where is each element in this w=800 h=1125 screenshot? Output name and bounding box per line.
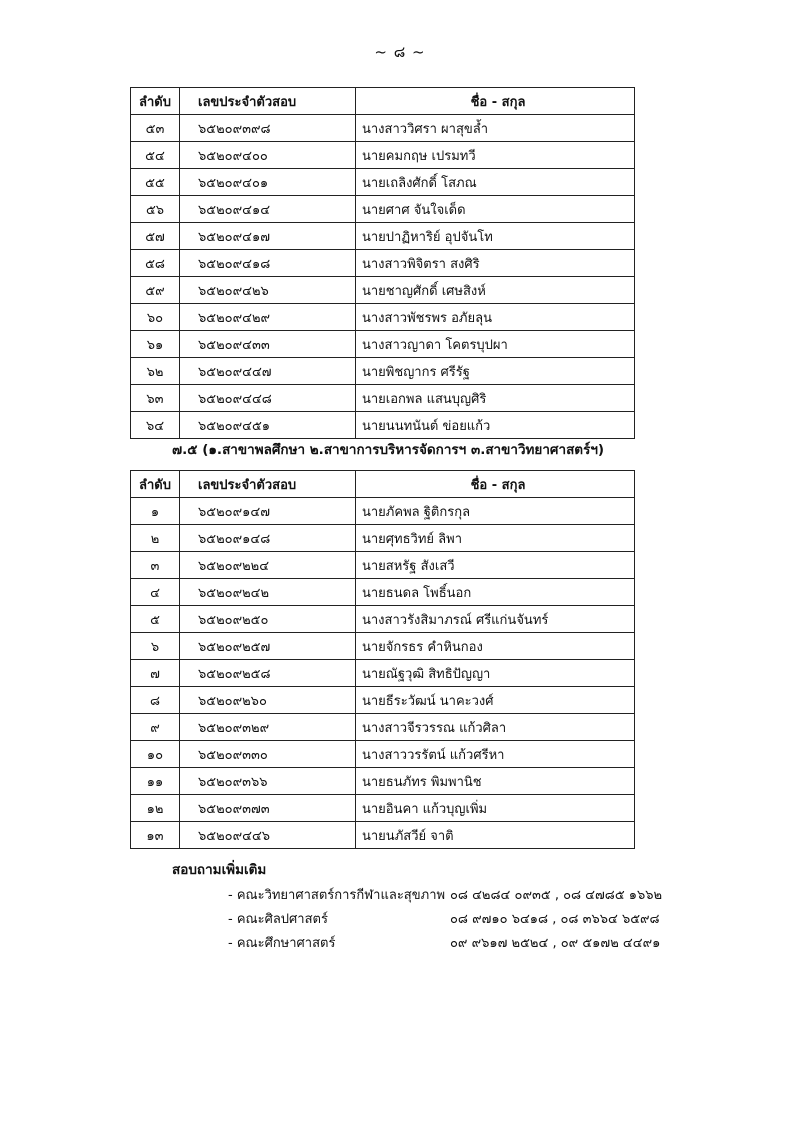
cell-seq: ๕๙ (131, 277, 180, 304)
cell-seq: ๕๖ (131, 196, 180, 223)
section-heading: ๗.๕ (๑.สาขาพลศึกษา ๒.สาขาการบริหารจัดการฯ ๓.สาขาวิทยาศาสตร์ฯ) (172, 442, 605, 458)
cell-seq: ๕ (131, 606, 180, 633)
table-row (131, 552, 635, 579)
cell-seq: ๖๔ (131, 412, 180, 439)
cell-seq: ๑๐ (131, 741, 180, 768)
cell-seq: ๖๑ (131, 331, 180, 358)
exam-roster-table-2 (130, 470, 635, 849)
cell-exam-id: ๖๕๒๐๙๒๕๗ (180, 633, 356, 660)
cell-seq: ๔ (131, 579, 180, 606)
contact-item (228, 882, 688, 906)
cell-seq: ๕๗ (131, 223, 180, 250)
table-row (131, 331, 635, 358)
cell-seq: ๖๐ (131, 304, 180, 331)
cell-name: นายเถลิงศักดิ์ โสภณ (356, 169, 635, 196)
cell-exam-id: ๖๕๒๐๙๓๓๐ (180, 741, 356, 768)
cell-seq: ๖๒ (131, 358, 180, 385)
cell-exam-id: ๖๕๒๐๙๔๔๘ (180, 385, 356, 412)
cell-exam-id: ๖๕๒๐๙๒๔๒ (180, 579, 356, 606)
column-header-name: ชื่อ - สกุล (356, 471, 635, 498)
cell-exam-id: ๖๕๒๐๙๓๒๙ (180, 714, 356, 741)
cell-exam-id: ๖๕๒๐๙๓๗๓ (180, 795, 356, 822)
table-row (131, 304, 635, 331)
contact-faculty: - คณะวิทยาศาสตร์การกีฬาและสุขภาพ (228, 887, 446, 903)
contact-faculty: - คณะศิลปศาสตร์ (228, 911, 328, 927)
cell-exam-id: ๖๕๒๐๙๑๔๗ (180, 498, 356, 525)
column-header-exam-id: เลขประจำตัวสอบ (180, 88, 356, 115)
cell-exam-id: ๖๕๒๐๙๔๒๙ (180, 304, 356, 331)
cell-name: นายสหรัฐ สังเสวี (356, 552, 635, 579)
table-row (131, 115, 635, 142)
cell-exam-id: ๖๕๒๐๙๓๙๘ (180, 115, 356, 142)
table-header-row (131, 471, 635, 498)
cell-name: นายธนดล โพธิ์นอก (356, 579, 635, 606)
table-row (131, 660, 635, 687)
table-row (131, 142, 635, 169)
cell-name: นายศุทธวิทย์ ลิพา (356, 525, 635, 552)
table-row (131, 169, 635, 196)
cell-name: นายนนทนันต์ ข่อยแก้ว (356, 412, 635, 439)
cell-exam-id: ๖๕๒๐๙๒๕๘ (180, 660, 356, 687)
exam-roster-table-1 (130, 87, 635, 439)
contact-phones: ๐๙ ๙๖๑๗ ๒๕๒๔ , ๐๙ ๕๑๗๒ ๔๔๙๑ (450, 935, 661, 951)
column-header-seq: ลำดับ (131, 471, 180, 498)
cell-seq: ๑ (131, 498, 180, 525)
cell-name: นางสาวญาดา โคตรบุปผา (356, 331, 635, 358)
table-row (131, 714, 635, 741)
cell-exam-id: ๖๕๒๐๙๔๑๗ (180, 223, 356, 250)
cell-seq: ๕๕ (131, 169, 180, 196)
table-row (131, 687, 635, 714)
column-header-name: ชื่อ - สกุล (356, 88, 635, 115)
table-row (131, 741, 635, 768)
cell-seq: ๕๘ (131, 250, 180, 277)
cell-name: นายณัฐวุฒิ สิทธิปัญญา (356, 660, 635, 687)
cell-name: นายภัคพล ฐิติกรกุล (356, 498, 635, 525)
cell-seq: ๖๓ (131, 385, 180, 412)
contact-item (228, 930, 688, 954)
cell-exam-id: ๖๕๒๐๙๔๑๔ (180, 196, 356, 223)
cell-exam-id: ๖๕๒๐๙๔๑๘ (180, 250, 356, 277)
cell-name: นางสาววรรัตน์ แก้วศรีหา (356, 741, 635, 768)
table-row (131, 768, 635, 795)
table-header-row (131, 88, 635, 115)
cell-name: นางสาววิศรา ผาสุขล้ำ (356, 115, 635, 142)
table-row (131, 223, 635, 250)
cell-name: นายเอกพล แสนบุญศิริ (356, 385, 635, 412)
cell-name: นายพิชญากร ศรีรัฐ (356, 358, 635, 385)
cell-exam-id: ๖๕๒๐๙๔๔๗ (180, 358, 356, 385)
table-row (131, 385, 635, 412)
cell-seq: ๒ (131, 525, 180, 552)
cell-name: นายศาศ จันใจเด็ด (356, 196, 635, 223)
cell-name: นายคมกฤษ เปรมทวี (356, 142, 635, 169)
table-row (131, 579, 635, 606)
table-row (131, 196, 635, 223)
column-header-exam-id: เลขประจำตัวสอบ (180, 471, 356, 498)
cell-seq: ๙ (131, 714, 180, 741)
cell-seq: ๓ (131, 552, 180, 579)
table-row (131, 358, 635, 385)
contact-title: สอบถามเพิ่มเติม (172, 862, 267, 878)
cell-seq: ๖ (131, 633, 180, 660)
cell-name: นายอินคา แก้วบุญเพิ่ม (356, 795, 635, 822)
cell-seq: ๗ (131, 660, 180, 687)
cell-exam-id: ๖๕๒๐๙๔๐๐ (180, 142, 356, 169)
contact-list (228, 882, 688, 954)
cell-seq: ๕๓ (131, 115, 180, 142)
cell-seq: ๑๒ (131, 795, 180, 822)
table-row (131, 277, 635, 304)
table-row (131, 498, 635, 525)
cell-seq: ๑๑ (131, 768, 180, 795)
cell-name: นายนภัสวีย์ จาติ (356, 822, 635, 849)
cell-name: นางสาวจีรวรรณ แก้วศิลา (356, 714, 635, 741)
column-header-seq: ลำดับ (131, 88, 180, 115)
table-row (131, 795, 635, 822)
cell-name: นายจักรธร คำหินกอง (356, 633, 635, 660)
table-row (131, 412, 635, 439)
contact-phones: ๐๘ ๔๒๘๔ ๐๙๓๕ , ๐๘ ๔๗๘๕ ๑๖๖๒ (450, 887, 663, 903)
page-number: ~ ๘ ~ (374, 43, 426, 61)
cell-name: นางสาวพิจิตรา สงศิริ (356, 250, 635, 277)
cell-exam-id: ๖๕๒๐๙๒๒๔ (180, 552, 356, 579)
table-row (131, 822, 635, 849)
cell-exam-id: ๖๕๒๐๙๔๔๖ (180, 822, 356, 849)
cell-exam-id: ๖๕๒๐๙๑๔๘ (180, 525, 356, 552)
table-row (131, 606, 635, 633)
cell-name: นายปาฏิหาริย์ อุปจันโท (356, 223, 635, 250)
table-row (131, 250, 635, 277)
cell-seq: ๕๔ (131, 142, 180, 169)
cell-seq: ๘ (131, 687, 180, 714)
contact-phones: ๐๘ ๙๗๑๐ ๖๔๑๘ , ๐๘ ๓๖๖๔ ๖๕๙๘ (450, 911, 660, 927)
cell-name: นายชาญศักดิ์ เศษสิงห์ (356, 277, 635, 304)
cell-exam-id: ๖๕๒๐๙๔๕๑ (180, 412, 356, 439)
cell-exam-id: ๖๕๒๐๙๒๕๐ (180, 606, 356, 633)
cell-exam-id: ๖๕๒๐๙๓๖๖ (180, 768, 356, 795)
cell-name: นายธีระวัฒน์ นาคะวงศ์ (356, 687, 635, 714)
table-row (131, 633, 635, 660)
contact-item (228, 906, 688, 930)
cell-exam-id: ๖๕๒๐๙๒๖๐ (180, 687, 356, 714)
cell-seq: ๑๓ (131, 822, 180, 849)
cell-exam-id: ๖๕๒๐๙๔๓๓ (180, 331, 356, 358)
table-row (131, 525, 635, 552)
cell-exam-id: ๖๕๒๐๙๔๒๖ (180, 277, 356, 304)
cell-name: นางสาวพัชรพร อภัยลุน (356, 304, 635, 331)
cell-name: นายธนภัทร พิมพานิช (356, 768, 635, 795)
cell-name: นางสาวรังสิมาภรณ์ ศรีแก่นจันทร์ (356, 606, 635, 633)
contact-faculty: - คณะศึกษาศาสตร์ (228, 935, 336, 951)
cell-exam-id: ๖๕๒๐๙๔๐๑ (180, 169, 356, 196)
